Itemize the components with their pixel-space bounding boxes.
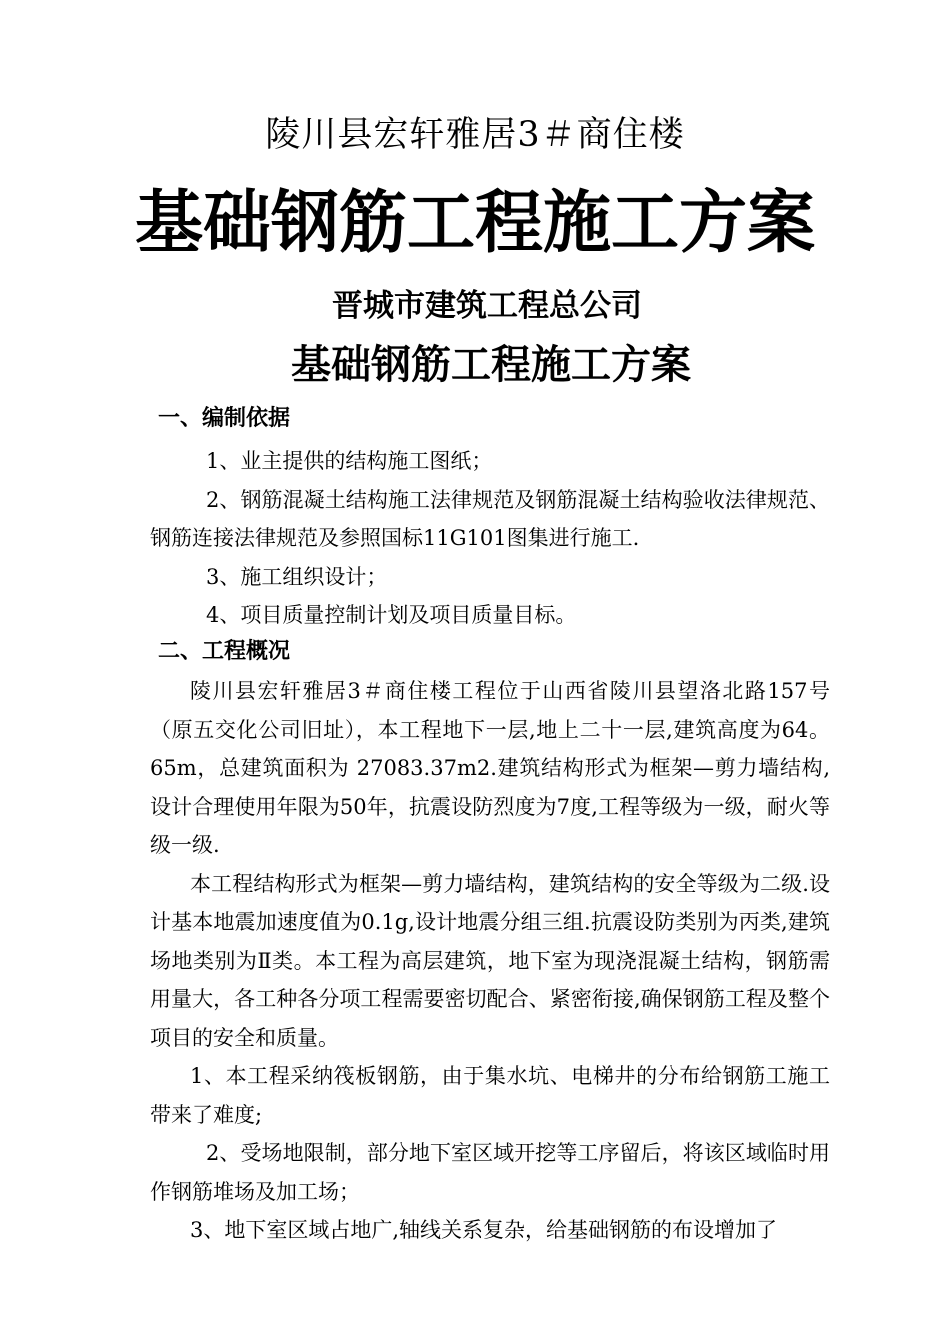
project-title: 陵川县宏轩雅居3＃商住楼 (265, 115, 685, 155)
section1-heading: 一、编制依据 (158, 405, 291, 431)
basis-item-3: 3、施工组织设计； (206, 564, 388, 589)
section2-heading: 二、工程概况 (158, 638, 291, 664)
basis-item-2: 2、钢筋混凝土结构施工法律规范及钢筋混凝土结构验收法律规范、钢筋连接法律规范及参照国标11G101图集进行施工. (150, 487, 830, 550)
overview-paragraph-3: 1、本工程采纳筏板钢筋，由于集水坑、电梯井的分布给钢筋工施工带来了难度; (150, 1064, 830, 1127)
overview-paragraph-2: 本工程结构形式为框架—剪力墙结构，建筑结构的安全等级为二级.设计基本地震加速度值为0.1g,设计地震分组三组.抗震设防类别为丙类,建筑场地类别为Ⅱ类。本工程为高层建筑，地下室为现浇混凝土结构，钢筋需用量大，各工种各分项工程需要密切配合、紧密衔接,确保钢筋工程及整个项目的安全和质量。 (150, 871, 830, 1050)
company-name: 晋城市建筑工程总公司 (332, 288, 642, 324)
section1-body (150, 442, 830, 635)
basis-item-4: 4、项目质量控制计划及项目质量目标。 (206, 603, 577, 627)
main-title: 基础钢筋工程施工方案 (134, 183, 815, 263)
overview-paragraph-1: 陵川县宏轩雅居3＃商住楼工程位于山西省陵川县望洛北路157号（原五交化公司旧址），本工程地下一层,地上二十一层,建筑高度为64。65m，总建筑面积为 27083.37m2.建筑结构形式为框架—剪力墙结构,设计合理使用年限为50年，抗震设防烈度为7度,工程等级为一级，耐火等级一级. (150, 679, 830, 857)
overview-paragraph-5: 3、地下室区域占地广,轴线关系复杂，给基础钢筋的布设增加了 (190, 1218, 778, 1242)
section-main-title: 基础钢筋工程施工方案 (291, 341, 691, 388)
overview-paragraph-4: 2、受场地限制，部分地下室区域开挖等工序留后，将该区域临时用作钢筋堆场及加工场； (150, 1141, 830, 1204)
section2-body (150, 672, 830, 1250)
basis-item-1: 1、业主提供的结构施工图纸； (206, 449, 493, 473)
